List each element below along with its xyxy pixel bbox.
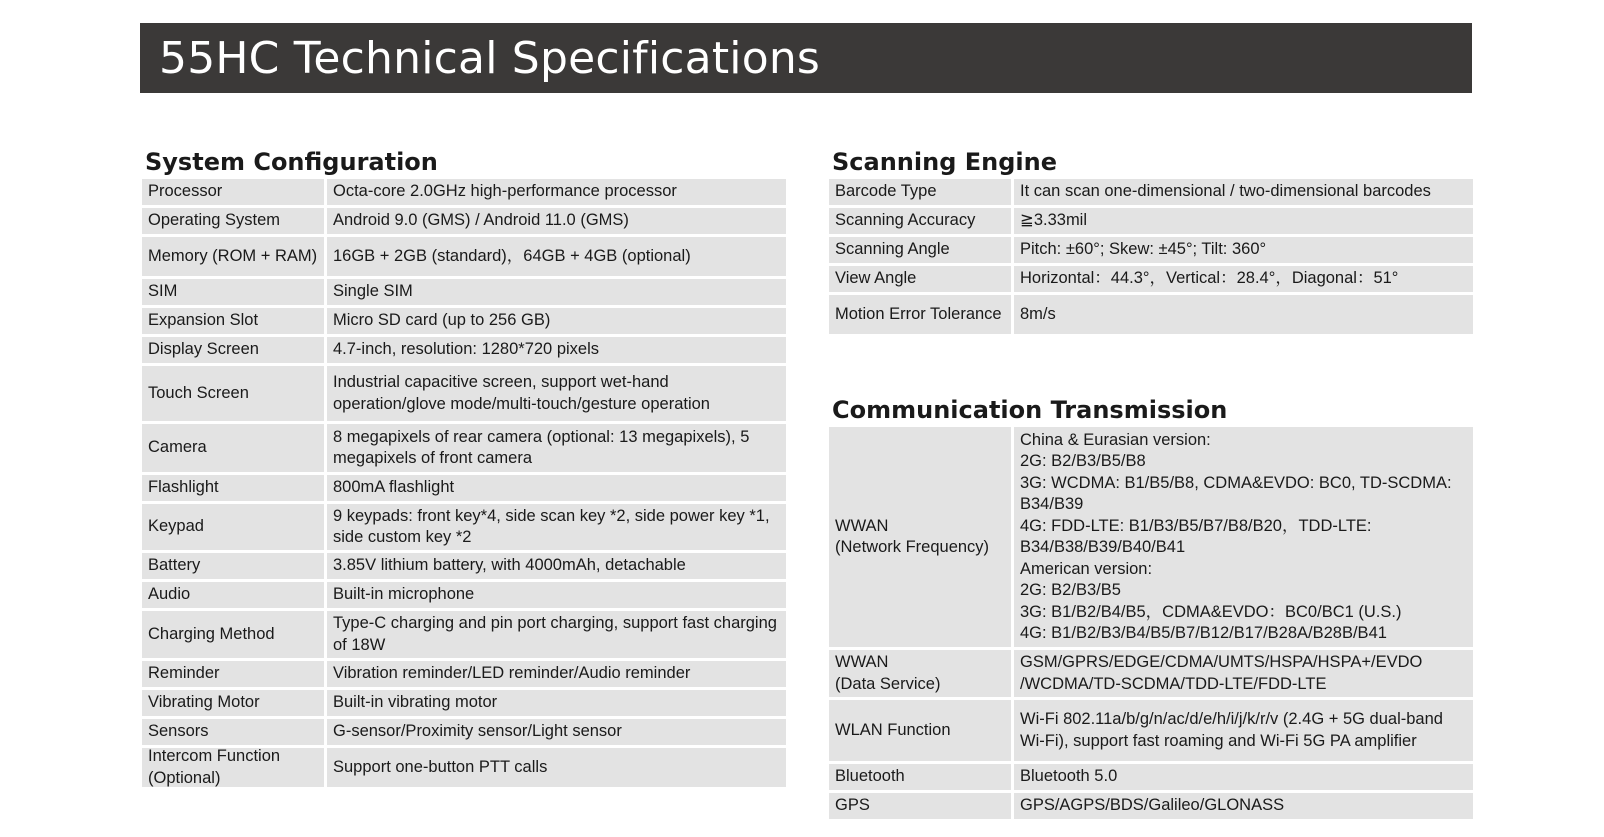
- spec-label: [829, 266, 1011, 292]
- spec-label-text: SIM: [148, 282, 178, 301]
- scanning-engine-table: [829, 179, 1473, 334]
- table-row: [142, 475, 786, 501]
- spec-label-text: Scanning Accuracy: [835, 211, 976, 230]
- section-title-communication-transmission: Communication Transmission: [832, 396, 1228, 424]
- spec-label-text: Sensors: [148, 722, 209, 741]
- page-title: 55HC Technical Specifications: [159, 32, 821, 84]
- table-row: [142, 719, 786, 745]
- spec-value: [327, 690, 786, 716]
- table-row: [142, 308, 786, 334]
- spec-value: [327, 424, 786, 472]
- spec-label: [142, 504, 324, 550]
- spec-label: [142, 582, 324, 608]
- spec-value-text: 16GB + 2GB (standard)，64GB + 4GB (optional): [333, 246, 691, 265]
- spec-label: [829, 427, 1011, 647]
- table-row: [142, 748, 786, 787]
- table-row: [829, 179, 1473, 205]
- spec-label: [142, 475, 324, 501]
- table-row: [829, 295, 1473, 334]
- table-row: [829, 266, 1473, 292]
- spec-value: [1014, 764, 1473, 790]
- spec-label-text: Battery: [148, 556, 201, 575]
- spec-label: [829, 650, 1011, 697]
- spec-value: [1014, 793, 1473, 819]
- spec-label-text: Motion Error Tolerance: [835, 304, 1002, 323]
- system-configuration-section: [142, 145, 786, 787]
- spec-value: [327, 279, 786, 305]
- spec-value: [1014, 700, 1473, 761]
- spec-label: [142, 237, 324, 276]
- spec-value-text: 8 megapixels of rear camera (optional: 13 megapixels), 5 megapixels of front camera: [333, 427, 750, 467]
- spec-label: [142, 424, 324, 472]
- spec-label: [142, 366, 324, 421]
- spec-label-text: Expansion Slot: [148, 311, 259, 330]
- spec-label: [142, 553, 324, 579]
- spec-label: [142, 690, 324, 716]
- spec-label-text: GPS: [835, 796, 870, 815]
- table-row: [829, 208, 1473, 234]
- spec-label: [142, 208, 324, 234]
- title-banner: [140, 23, 1472, 93]
- table-row: [829, 237, 1473, 263]
- spec-label: [142, 611, 324, 658]
- spec-value-text: Type-C charging and pin port charging, support fast charging of 18W: [333, 614, 777, 654]
- table-row: [142, 582, 786, 608]
- spec-value-text: Horizontal：44.3°，Vertical：28.4°，Diagonal：51°: [1020, 269, 1399, 288]
- spec-label: [142, 308, 324, 334]
- spec-label-text: Flashlight: [148, 478, 219, 497]
- spec-value-text: G-sensor/Proximity sensor/Light sensor: [333, 722, 622, 741]
- spec-label: [829, 295, 1011, 334]
- spec-value: [327, 582, 786, 608]
- spec-value: [327, 504, 786, 550]
- scanning-engine-section: [829, 145, 1473, 334]
- spec-label: [142, 661, 324, 687]
- table-row: [142, 237, 786, 276]
- table-row: [142, 553, 786, 579]
- spec-value-text: Wi-Fi 802.11a/b/g/n/ac/d/e/h/i/j/k/r/v (2.4G + 5G dual-band Wi-Fi), support fast roaming and Wi-Fi 5G PA amplifier: [1020, 710, 1443, 750]
- spec-label-text: Vibrating Motor: [148, 693, 260, 712]
- spec-value: [327, 337, 786, 363]
- table-row: [142, 366, 786, 421]
- spec-label-text: Intercom Function (Optional): [148, 747, 281, 787]
- spec-value-text: 4.7-inch, resolution: 1280*720 pixels: [333, 340, 600, 359]
- spec-value: [327, 237, 786, 276]
- spec-label-text: Keypad: [148, 517, 204, 536]
- spec-label: [829, 700, 1011, 761]
- spec-label: [142, 337, 324, 363]
- table-row: [142, 661, 786, 687]
- spec-value-text: China & Eurasian version: 2G: B2/B3/B5/B8 3G: WCDMA: B1/B5/B8, CDMA&EVDO: BC0, TD-SCDMA: B34/B39 4G: FDD-LTE: B1/B3/B5/B7/B8/B20，TDD-LTE: B34/B38/B39/B40/B41 American version: 2G: B2/B3/B5 3G: B1/B2/B4/B5，CDMA&EVDO：BC0/BC1 (U.S.) 4G: B1/B2/B3/B4/B5/B7/B12/B17/B28A/B28B/B41: [1020, 430, 1452, 642]
- spec-value-text: GSM/GPRS/EDGE/CDMA/UMTS/HSPA/HSPA+/EVDO /WCDMA/TD-SCDMA/TDD-LTE/FDD-LTE: [1020, 653, 1423, 693]
- section-title-scanning-engine: Scanning Engine: [832, 148, 1057, 176]
- spec-label: [829, 793, 1011, 819]
- table-row: [142, 611, 786, 658]
- spec-value-text: Built-in vibrating motor: [333, 693, 498, 712]
- spec-label: [142, 748, 324, 787]
- spec-label: [142, 719, 324, 745]
- spec-label-text: Operating System: [148, 211, 281, 230]
- spec-value-text: It can scan one-dimensional / two-dimensional barcodes: [1020, 182, 1431, 201]
- table-row: [829, 700, 1473, 761]
- spec-label-text: WWAN (Network Frequency): [835, 516, 990, 556]
- table-row: [142, 337, 786, 363]
- spec-label-text: Touch Screen: [148, 383, 249, 402]
- table-row: [142, 504, 786, 550]
- spec-label-text: Display Screen: [148, 340, 259, 359]
- communication-transmission-section: [829, 393, 1473, 819]
- spec-value: [1014, 237, 1473, 263]
- table-row: [142, 690, 786, 716]
- spec-value-text: Android 9.0 (GMS) / Android 11.0 (GMS): [333, 211, 629, 230]
- table-row: [142, 179, 786, 205]
- table-row: [829, 427, 1473, 647]
- spec-label: [829, 764, 1011, 790]
- spec-value-text: Pitch: ±60°; Skew: ±45°; Tilt: 360°: [1020, 240, 1267, 259]
- spec-value: [327, 611, 786, 658]
- spec-label-text: Bluetooth: [835, 767, 905, 786]
- spec-label-text: Barcode Type: [835, 182, 937, 201]
- spec-label-text: WLAN Function: [835, 720, 951, 739]
- table-row: [142, 208, 786, 234]
- spec-label: [829, 179, 1011, 205]
- spec-value: [327, 179, 786, 205]
- table-row: [829, 764, 1473, 790]
- spec-value-text: 800mA flashlight: [333, 478, 455, 497]
- spec-value-text: 8m/s: [1020, 304, 1056, 323]
- spec-label-text: Audio: [148, 585, 191, 604]
- spec-value-text: Single SIM: [333, 282, 413, 301]
- spec-value-text: ≧3.33mil: [1020, 211, 1088, 230]
- spec-value-text: 3.85V lithium battery, with 4000mAh, detachable: [333, 556, 686, 575]
- spec-value: [327, 553, 786, 579]
- spec-value: [327, 661, 786, 687]
- spec-label: [829, 237, 1011, 263]
- table-row: [829, 793, 1473, 819]
- spec-label-text: Camera: [148, 438, 207, 457]
- communication-transmission-table: [829, 427, 1473, 819]
- table-row: [142, 424, 786, 472]
- spec-label-text: Scanning Angle: [835, 240, 950, 259]
- spec-label-text: WWAN (Data Service): [835, 653, 941, 693]
- spec-label: [142, 279, 324, 305]
- spec-value: [1014, 179, 1473, 205]
- spec-value: [1014, 650, 1473, 697]
- spec-value-text: Bluetooth 5.0: [1020, 767, 1118, 786]
- spec-value: [1014, 427, 1473, 647]
- spec-value-text: Industrial capacitive screen, support wet-hand operation/glove mode/multi-touch/gesture operation: [333, 373, 710, 413]
- spec-value-text: Micro SD card (up to 256 GB): [333, 311, 551, 330]
- table-row: [829, 650, 1473, 697]
- spec-label: [142, 179, 324, 205]
- spec-value-text: 9 keypads: front key*4, side scan key *2, side power key *1, side custom key *2: [333, 506, 770, 546]
- spec-value-text: GPS/AGPS/BDS/Galileo/GLONASS: [1020, 796, 1285, 815]
- spec-value-text: Built-in microphone: [333, 585, 475, 604]
- spec-value: [1014, 208, 1473, 234]
- spec-value: [327, 308, 786, 334]
- spec-value-text: Vibration reminder/LED reminder/Audio reminder: [333, 664, 691, 683]
- spec-value: [327, 475, 786, 501]
- spec-value: [327, 748, 786, 787]
- system-configuration-table: [142, 179, 786, 787]
- spec-label-text: View Angle: [835, 269, 917, 288]
- spec-value: [1014, 295, 1473, 334]
- spec-label-text: Processor: [148, 182, 223, 201]
- spec-label-text: Reminder: [148, 664, 220, 683]
- spec-value-text: Support one-button PTT calls: [333, 757, 548, 776]
- section-title-system-configuration: System Configuration: [145, 148, 438, 176]
- spec-value: [327, 208, 786, 234]
- spec-value: [327, 719, 786, 745]
- spec-label: [829, 208, 1011, 234]
- spec-label-text: Memory (ROM + RAM): [148, 246, 318, 265]
- spec-value: [327, 366, 786, 421]
- spec-value-text: Octa-core 2.0GHz high-performance processor: [333, 182, 677, 201]
- spec-label-text: Charging Method: [148, 624, 275, 643]
- table-row: [142, 279, 786, 305]
- spec-value: [1014, 266, 1473, 292]
